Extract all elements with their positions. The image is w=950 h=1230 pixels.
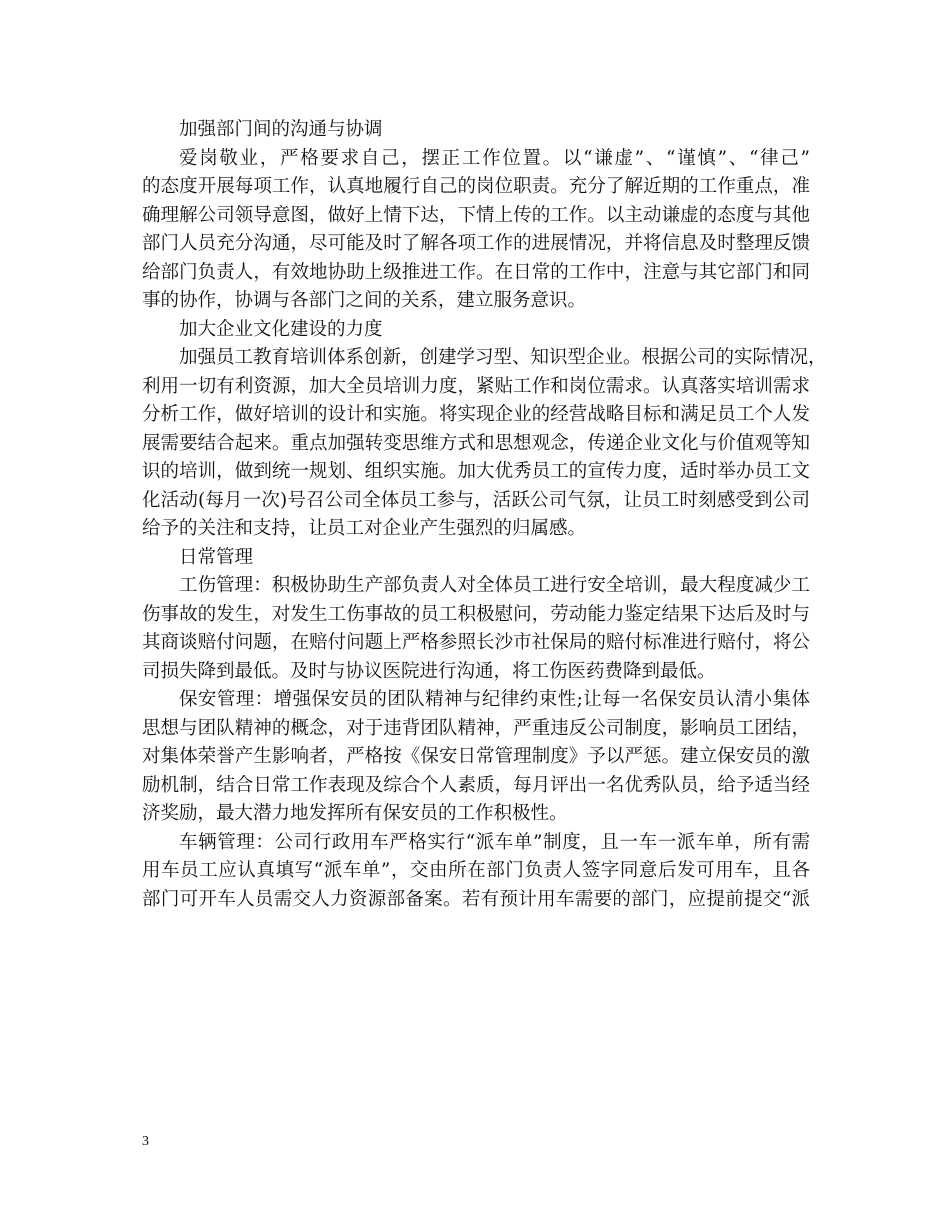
paragraph-line: 给予的关注和支持，让员工对企业产生强烈的归属感。 bbox=[142, 518, 587, 539]
paragraph-line: 司损失降到最低。及时与协议医院进行沟通，将工伤医药费降到最低。 bbox=[142, 660, 716, 682]
paragraph-line: 其商谈赔付问题，在赔付问题上严格参照长沙市社保局的赔付标准进行赔付，将公 bbox=[142, 632, 810, 653]
paragraph-line: 保安管理：增强保安员的团队精神与纪律约束性;让每一名保安员认清小集体 bbox=[179, 689, 810, 710]
paragraph-line: 识的培训，做到统一规划、组织实施。加大优秀员工的宣传力度，适时举办员工文 bbox=[142, 461, 810, 482]
paragraph-line: 部门人员充分沟通，尽可能及时了解各项工作的进展情况，并将信息及时整理反馈 bbox=[142, 233, 810, 254]
paragraph-line: 的态度开展每项工作，认真地履行自己的岗位职责。充分了解近期的工作重点，准 bbox=[142, 176, 810, 197]
paragraph-line: 济奖励，最大潜力地发挥所有保安员的工作积极性。 bbox=[142, 803, 568, 824]
section-heading: 加大企业文化建设的力度 bbox=[179, 318, 383, 340]
document-body bbox=[142, 116, 827, 914]
section-heading: 日常管理 bbox=[179, 546, 254, 568]
paragraph-line: 伤事故的发生，对发生工伤事故的员工积极慰问，劳动能力鉴定结果下达后及时与 bbox=[142, 603, 810, 625]
paragraph-line: 加强员工教育培训体系创新，创建学习型、知识型企业。根据公司的实际情况， bbox=[179, 347, 827, 368]
paragraph-line: 分析工作，做好培训的设计和实施。将实现企业的经营战略目标和满足员工个人发 bbox=[142, 404, 810, 425]
paragraph-line: 思想与团队精神的概念，对于违背团队精神，严重违反公司制度，影响员工团结， bbox=[142, 717, 810, 739]
paragraph-line: 事的协作，协调与各部门之间的关系，建立服务意识。 bbox=[142, 290, 587, 311]
paragraph-line: 用车员工应认真填写“派车单”，交由所在部门负责人签字同意后发可用车，且各 bbox=[142, 860, 810, 881]
section-heading: 加强部门间的沟通与协调 bbox=[179, 119, 383, 140]
paragraph-line: 车辆管理：公司行政用车严格实行“派车单”制度，且一车一派车单，所有需 bbox=[179, 831, 810, 853]
paragraph-line: 给部门负责人，有效地协助上级推进工作。在日常的工作中，注意与其它部门和同 bbox=[142, 261, 810, 283]
paragraph-line: 励机制，结合日常工作表现及综合个人素质，每月评出一名优秀队员，给予适当经 bbox=[142, 774, 810, 796]
paragraph-line: 利用一切有利资源，加大全员培训力度，紧贴工作和岗位需求。认真落实培训需求 bbox=[142, 375, 810, 397]
paragraph-line: 对集体荣誉产生影响者，严格按《保安日常管理制度》予以严惩。建立保安员的激 bbox=[142, 746, 810, 767]
paragraph-line: 化活动(每月一次)号召公司全体员工参与，活跃公司气氛，让员工时刻感受到公司 bbox=[142, 489, 810, 511]
page-number: 3 bbox=[142, 1134, 149, 1149]
paragraph-line: 部门可开车人员需交人力资源部备案。若有预计用车需要的部门，应提前提交“派 bbox=[142, 888, 810, 910]
paragraph-line: 爱岗敬业，严格要求自己，摆正工作位置。以“谦虚”、“谨慎”、“律己” bbox=[179, 147, 810, 169]
paragraph-line: 确理解公司领导意图，做好上情下达，下情上传的工作。以主动谦虚的态度与其他 bbox=[142, 204, 810, 226]
paragraph-line: 工伤管理：积极协助生产部负责人对全体员工进行安全培训，最大程度减少工 bbox=[179, 575, 810, 596]
paragraph-line: 展需要结合起来。重点加强转变思维方式和思想观念，传递企业文化与价值观等知 bbox=[142, 432, 810, 454]
